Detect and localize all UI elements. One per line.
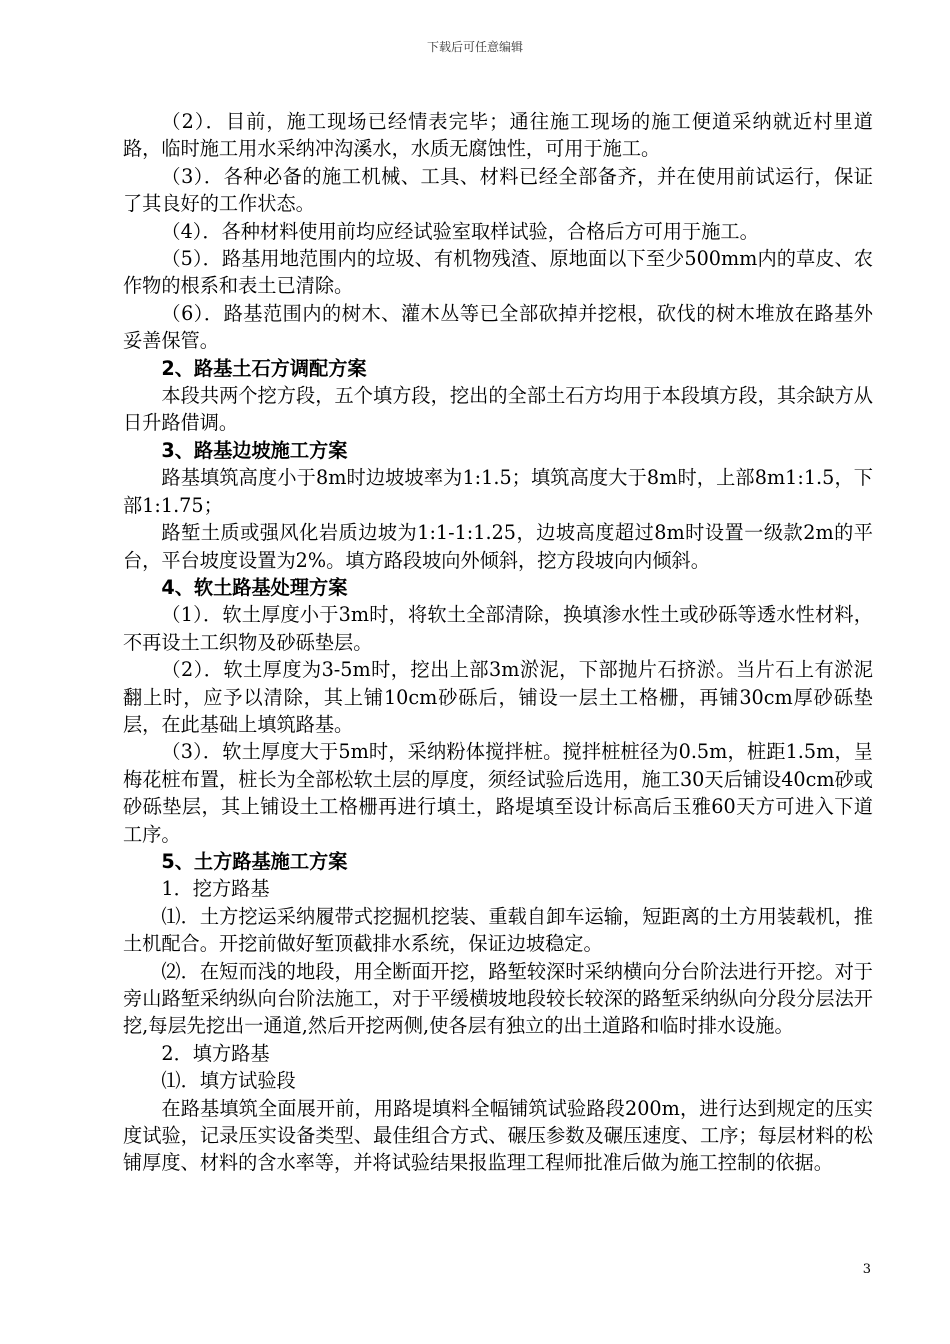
subheading: 2．填方路基: [161, 1041, 270, 1065]
page-header: 下载后可任意编辑: [426, 40, 523, 54]
subheading: 1．挖方路基: [161, 877, 270, 901]
paragraph: （1）．软土厚度小于3m时，将软土全部清除，换填渗水性土或砂砾等透水性材料，不再设土工织物及砂砾垫层。: [123, 603, 873, 654]
paragraph: （4）．各种材料使用前均应经试验室取样试验，合格后方可用于施工。: [161, 219, 759, 243]
paragraph: （5）．路基用地范围内的垃圾、有机物残渣、原地面以下至少500mm内的草皮、农作物的根系和表土已清除。: [123, 247, 873, 298]
paragraph: ⑵．在短而浅的地段，用全断面开挖，路堑较深时采纳横向分台阶法进行开挖。对于旁山路堑采纳纵向台阶法施工，对于平缓横坡地段较长较深的路堑采纳纵向分段分层法开挖,每层先挖出一通道,然后开挖两侧,使各层有独立的出土道路和临时排水设施。: [123, 959, 873, 1038]
section-heading: 2、路基土石方调配方案: [161, 356, 367, 380]
page-number: 3: [862, 1262, 871, 1277]
section-heading: 4、软土路基处理方案: [161, 575, 348, 599]
paragraph: 路基填筑高度小于8m时边坡坡率为1:1.5；填筑高度大于8m时，上部8m1:1.5，下部1:1.75；: [123, 466, 873, 517]
paragraph: （2）．软土厚度为3-5m时，挖出上部3m淤泥，下部抛片石挤淤。当片石上有淤泥翻上时，应予以清除，其上铺10cm砂砾后，铺设一层土工格栅，再铺30cm厚砂砾垫层，在此基础上填筑路基。: [123, 658, 873, 736]
paragraph: （6）．路基范围内的树木、灌木丛等已全部砍掉并挖根，砍伐的树木堆放在路基外妥善保管。: [123, 301, 873, 353]
section-heading: 5、土方路基施工方案: [161, 849, 348, 873]
paragraph: （3）．软土厚度大于5m时，采纳粉体搅拌桩。搅拌桩桩径为0.5m，桩距1.5m，呈梅花桩布置，桩长为全部松软土层的厚度，须经试验后选用，施工30天后铺设40cm砂或砂砾垫层，其上铺设土工格栅再进行填土，路堤填至设计标高后玉雅60天方可进入下道工序。: [123, 740, 873, 846]
subheading: ⑴．填方试验段: [161, 1069, 296, 1093]
document-body: [123, 108, 873, 1177]
section-heading: 3、路基边坡施工方案: [161, 438, 348, 462]
paragraph: ⑴．土方挖运采纳履带式挖掘机挖装、重载自卸车运输，短距离的土方用装载机，推土机配合。开挖前做好堑顶截排水系统，保证边坡稳定。: [123, 904, 873, 956]
paragraph: 路堑土质或强风化岩质边坡为1:1-1:1.25，边坡高度超过8m时设置一级款2m的平台，平台坡度设置为2%。填方路段坡向外倾斜，挖方段坡向内倾斜。: [123, 521, 873, 572]
paragraph: （3）．各种必备的施工机械、工具、材料已经全部备齐，并在使用前试运行，保证了其良好的工作状态。: [123, 164, 873, 216]
paragraph: 本段共两个挖方段，五个填方段，挖出的全部土石方均用于本段填方段，其余缺方从日升路借调。: [123, 384, 873, 435]
paragraph: 在路基填筑全面展开前，用路堤填料全幅铺筑试验路段200m，进行达到规定的压实度试验，记录压实设备类型、最佳组合方式、碾压参数及碾压速度、工序；每层材料的松铺厚度、材料的含水率等，并将试验结果报监理工程师批准后做为施工控制的依据。: [123, 1096, 873, 1175]
paragraph: （2）．目前，施工现场已经情表完毕；通往施工现场的施工便道采纳就近村里道路，临时施工用水采纳冲沟溪水，水质无腐蚀性，可用于施工。: [123, 110, 873, 161]
